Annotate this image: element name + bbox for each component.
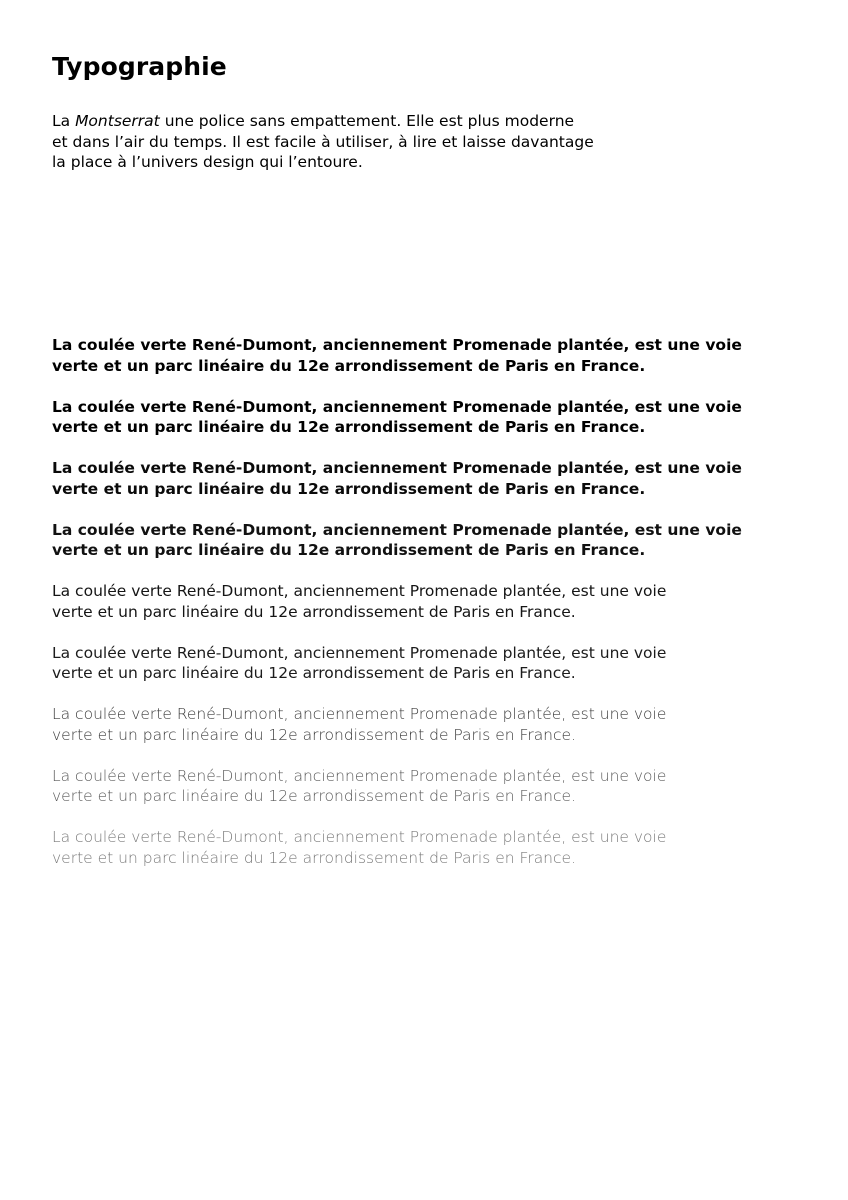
weight-sample-regular [52, 643, 812, 705]
weight-sample-extralight [52, 766, 812, 828]
sample-line-2: verte et un parc linéaire du 12e arrondissement de Paris en France. [52, 356, 646, 375]
sample-line-1: La coulée verte René-Dumont, anciennement Promenade plantée, est une voie [52, 643, 667, 662]
intro-paragraph [52, 111, 672, 173]
sample-line-1: La coulée verte René-Dumont, anciennement Promenade plantée, est une voie [52, 766, 667, 785]
sample-line-1: La coulée verte René-Dumont, anciennement Promenade plantée, est une voie [52, 520, 742, 539]
weight-sample-semibold [52, 520, 812, 582]
sample-line-2: verte et un parc linéaire du 12e arrondissement de Paris en France. [52, 418, 646, 436]
intro-line-1-end: une police sans empattement. Elle est plus moderne [159, 112, 575, 130]
sample-line-2: verte et un parc linéaire du 12e arrondissement de Paris en France. [52, 541, 646, 559]
sample-line-2: verte et un parc linéaire du 12e arrondissement de Paris en France. [52, 602, 576, 621]
sample-line-2: verte et un parc linéaire du 12e arrondissement de Paris en France. [52, 664, 576, 682]
font-weight-samples [52, 335, 812, 889]
weight-sample-extrabold [52, 397, 812, 459]
weight-sample-light [52, 704, 812, 766]
weight-sample-bold [52, 458, 812, 520]
sample-line-1: La coulée verte René-Dumont, anciennement Promenade plantée, est une voie [52, 459, 742, 477]
sample-line-1: La coulée verte René-Dumont, anciennement Promenade plantée, est une voie [52, 705, 667, 723]
page-title: Typographie [52, 52, 227, 81]
intro-line-1 [52, 111, 672, 132]
sample-line-2: verte et un parc linéaire du 12e arrondissement de Paris en France. [52, 848, 576, 867]
sample-line-2: verte et un parc linéaire du 12e arrondissement de Paris en France. [52, 479, 646, 498]
sample-line-2: verte et un parc linéaire du 12e arrondissement de Paris en France. [52, 725, 576, 744]
sample-line-1: La coulée verte René-Dumont, anciennement Promenade plantée, est une voie [52, 828, 667, 846]
font-name: Montserrat [75, 112, 160, 130]
sample-line-1: La coulée verte René-Dumont, anciennement Promenade plantée, est une voie [52, 582, 667, 600]
intro-line-3: la place à l’univers design qui l’entoure. [52, 153, 363, 171]
weight-sample-medium [52, 581, 812, 643]
sample-line-1: La coulée verte René-Dumont, anciennement Promenade plantée, est une voie [52, 336, 742, 354]
sample-line-2: verte et un parc linéaire du 12e arrondissement de Paris en France. [52, 787, 576, 805]
weight-sample-thin [52, 827, 812, 889]
intro-line-2: et dans l’air du temps. Il est facile à utiliser, à lire et laisse davantage [52, 132, 594, 151]
sample-line-1: La coulée verte René-Dumont, anciennement Promenade plantée, est une voie [52, 397, 742, 416]
intro-line-1-start: La [52, 112, 76, 130]
weight-sample-black [52, 335, 812, 397]
